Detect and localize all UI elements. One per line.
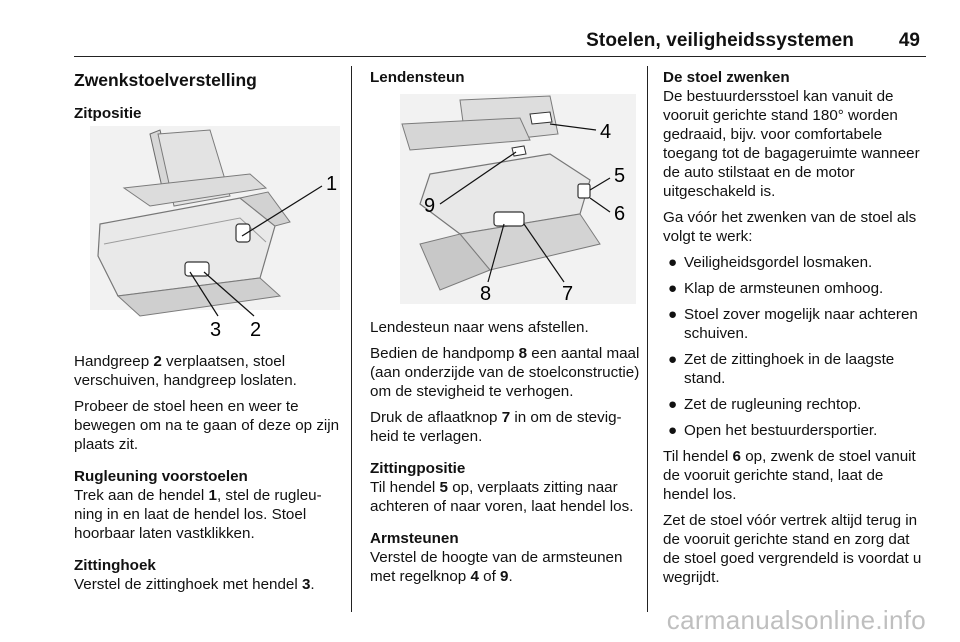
ref-3: 3 bbox=[301, 576, 311, 593]
ref-6: 6 bbox=[732, 448, 741, 465]
paragraph: Ga vóór het zwenken van de stoel als volgt te werk: bbox=[663, 209, 917, 245]
list-item bbox=[663, 350, 929, 388]
section-heading: Zwenkstoelverstelling bbox=[74, 70, 257, 90]
subheading-zittingpositie: Zittingpositie bbox=[370, 460, 466, 477]
bullet-icon: ● bbox=[668, 351, 678, 368]
lumbar-support-figure bbox=[400, 94, 636, 304]
callout-6: 6 bbox=[614, 203, 626, 225]
paragraph: Lendesteun naar wens afstellen. bbox=[370, 319, 589, 336]
callout-9: 9 bbox=[424, 195, 436, 217]
paragraph bbox=[74, 575, 344, 594]
text-run: , stel de rugleuning in en laat de hendel los. Stoel hoorbaar laten vastklikken. bbox=[74, 487, 322, 542]
footer bbox=[0, 602, 960, 642]
callout-1: 1 bbox=[326, 173, 338, 195]
list-item-text: Veiligheidsgordel losmaken. bbox=[684, 254, 873, 271]
text-run: verplaatsen, stoel verschuiven, handgreep loslaten. bbox=[74, 353, 297, 389]
list-item-text: Zet de zittinghoek in de laagste stand. bbox=[684, 351, 895, 387]
page-header bbox=[0, 0, 960, 66]
subheading-zittinghoek: Zittinghoek bbox=[74, 557, 156, 574]
text-run: Druk de aflaatknop bbox=[370, 409, 502, 426]
list-item-text: Open het bestuurdersportier. bbox=[684, 422, 878, 439]
bullet-icon: ● bbox=[668, 396, 678, 413]
paragraph bbox=[370, 548, 640, 586]
list-item bbox=[663, 421, 929, 440]
column-divider-1 bbox=[351, 66, 352, 612]
text-run: Verstel de zittinghoek met hendel bbox=[74, 576, 302, 593]
callout-2: 2 bbox=[250, 319, 262, 338]
paragraph bbox=[74, 352, 344, 390]
list-item bbox=[663, 279, 929, 298]
paragraph: Probeer de stoel heen en weer te bewegen om na te gaan of deze op zijn plaats zit. bbox=[74, 398, 340, 453]
paragraph bbox=[370, 478, 640, 516]
subheading-rugleuning: Rugleuning voorstoelen bbox=[74, 468, 248, 485]
list-item bbox=[663, 395, 929, 414]
subheading-stoel-zwenken: De stoel zwenken bbox=[663, 69, 790, 86]
ref-7: 7 bbox=[501, 409, 511, 426]
text-run: . bbox=[508, 568, 513, 585]
ref-2: 2 bbox=[153, 353, 162, 370]
text-run: Bedien de handpomp bbox=[370, 345, 519, 362]
bullet-icon: ● bbox=[668, 254, 678, 271]
list-item bbox=[663, 305, 929, 343]
text-run: Handgreep bbox=[74, 353, 154, 370]
list-item-text: Zet de rugleuning rechtop. bbox=[684, 396, 862, 413]
subheading-armsteunen: Armsteunen bbox=[370, 530, 459, 547]
watermark: carmanualsonline.info bbox=[666, 605, 926, 635]
paragraph bbox=[663, 447, 929, 504]
text-run: in om de stevigheid te verlagen. bbox=[370, 409, 622, 445]
paragraph bbox=[370, 344, 640, 401]
bullet-icon: ● bbox=[668, 422, 678, 439]
list-item-text: Stoel zover mogelijk naar achteren schuiven. bbox=[684, 306, 918, 342]
paragraph: De bestuurdersstoel kan vanuit de vooruit gerichte stand 180° worden gedraaid, bijv. voor comfortabele toegang tot de bagageruimte wanneer de auto stilstaat en de motor uitgeschakeld is. bbox=[663, 88, 920, 200]
callout-3: 3 bbox=[210, 319, 222, 338]
callout-8: 8 bbox=[480, 283, 492, 304]
text-run: een aantal maal (aan onderzijde van de stoelconstructie) om de stevigheid te verhogen. bbox=[370, 345, 640, 400]
bullet-icon: ● bbox=[668, 280, 678, 297]
running-title: Stoelen, veiligheidssystemen bbox=[586, 30, 854, 51]
ref-8: 8 bbox=[518, 345, 528, 362]
callout-4: 4 bbox=[600, 121, 612, 143]
column-1 bbox=[74, 70, 342, 123]
callout-7: 7 bbox=[562, 283, 574, 304]
column-divider-2 bbox=[647, 66, 648, 612]
column-2 bbox=[370, 68, 640, 87]
ref-9: 9 bbox=[500, 568, 509, 585]
callout-5: 5 bbox=[614, 165, 626, 187]
paragraph bbox=[370, 408, 640, 446]
column-1-body bbox=[74, 352, 344, 594]
subheading-lendensteun: Lendensteun bbox=[370, 69, 465, 86]
subheading-zitpositie: Zitpositie bbox=[74, 105, 142, 122]
list-item bbox=[663, 253, 929, 272]
column-3 bbox=[663, 68, 929, 587]
bullet-list bbox=[663, 253, 929, 440]
header-rule bbox=[74, 56, 926, 57]
text-run: . bbox=[310, 576, 315, 593]
list-item-text: Klap de armsteunen omhoog. bbox=[684, 280, 884, 297]
ref-1: 1 bbox=[208, 487, 217, 504]
page-number: 49 bbox=[898, 30, 920, 51]
text-run: Verstel de hoogte van de armsteunen met regelknop bbox=[370, 549, 623, 585]
paragraph bbox=[74, 486, 344, 543]
text-run: Til hendel bbox=[663, 448, 733, 465]
ref-5: 5 bbox=[439, 479, 448, 496]
text-run: op, verplaats zitting naar achteren of naar voren, laat hendel los. bbox=[370, 479, 634, 515]
text-run: of bbox=[478, 568, 501, 585]
text-run: op, zwenk de stoel vanuit de vooruit gerichte stand, laat de hendel los. bbox=[663, 448, 916, 503]
text-run: Til hendel bbox=[370, 479, 440, 496]
bullet-icon: ● bbox=[668, 306, 678, 323]
paragraph: Zet de stoel vóór vertrek altijd terug in de vooruit gerichte stand en zorg dat de stoel goed vergrendeld is voordat u wegrijdt. bbox=[663, 512, 922, 586]
ref-4: 4 bbox=[470, 568, 479, 585]
column-2-body bbox=[370, 318, 640, 586]
seat-position-figure bbox=[90, 126, 340, 338]
text-run: Trek aan de hendel bbox=[74, 487, 209, 504]
